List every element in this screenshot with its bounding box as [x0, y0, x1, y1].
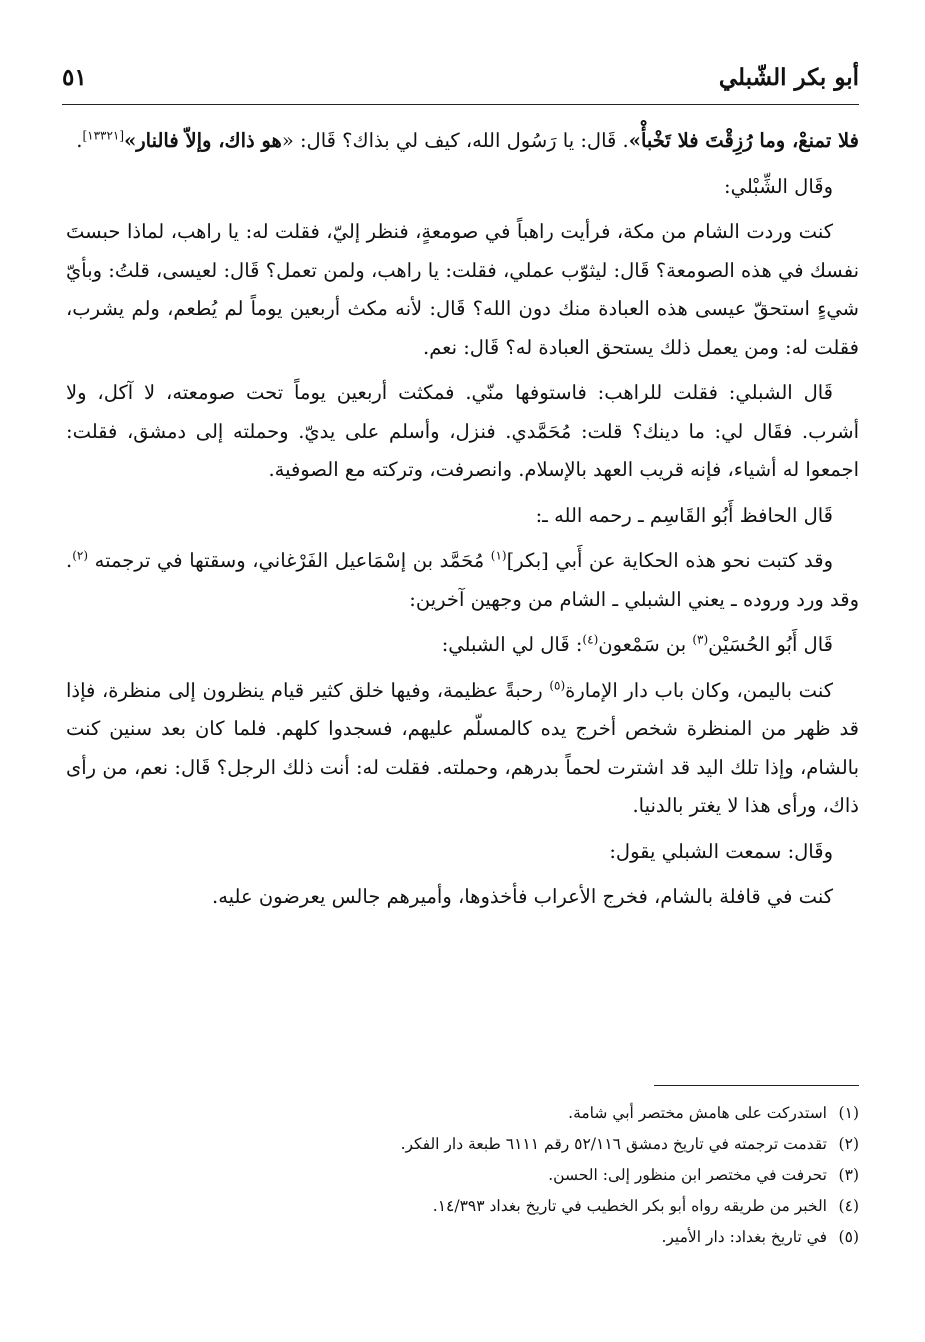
- footnote-text: تحرفت في مختصر ابن منظور إلى: الحسن.: [548, 1166, 827, 1184]
- footnote-marker-1[interactable]: (١): [490, 548, 507, 563]
- paragraph-1: [66, 122, 859, 161]
- paragraph-6: [66, 542, 859, 619]
- footnote-number: (٢): [838, 1135, 859, 1153]
- footnote-3: [66, 1160, 859, 1191]
- quote-bold-2: هو ذاك، وإلاّ فالنار»: [124, 129, 282, 152]
- running-header: [62, 58, 859, 105]
- footnote-marker-3[interactable]: (٣): [692, 632, 709, 647]
- footnote-2: [66, 1129, 859, 1160]
- quote-bold-1: فلا تمنعْ، وما رُزِقْتَ فلا تَخْبأْ»: [628, 129, 859, 152]
- paragraph-7-b: بن سَمْعون: [598, 633, 693, 656]
- footnote-number: (١): [838, 1104, 859, 1122]
- paragraph-7: [66, 626, 859, 665]
- footnote-number: (٣): [838, 1166, 859, 1184]
- paragraph-8-b: رحبةً عظيمة، وفيها خلق كثير قيام ينظرون إلى منظرة، فإذا قد ظهر من المنظرة شخص أخرج يده كالمسلّم عليهم، فسجدوا كلهم. فلما كان بعد سنين كنت بالشام، وإذا تلك اليد قد اشترت لحماً بدرهم، وحملته. فقلت له: أنت ذلك الرجل؟ قَال: نعم، من رأى ذاك، ورأى هذا لا يغتر بالدنيا.: [66, 678, 859, 817]
- paragraph-7-a: قَال أَبُو الحُسَيْن: [708, 633, 833, 656]
- footnote-marker-4[interactable]: (٤): [582, 632, 599, 647]
- paragraph-3: كنت وردت الشام من مكة، فرأيت راهباً في صومعةٍ، فنظر إليّ، فقلت له: يا راهب، لماذا حبستَ نفسك في هذه الصومعة؟ قَال: ليثوّب عملي، فقلت: يا راهب، ولمن تعمل؟ قَال: لعيسى، قلتُ: وبأيّ شيءٍ استحقّ عيسى هذه العبادة منك دون الله؟ قَال: لأنه مكث أربعين يوماً لم يُطعم، ولم يشرب، فقلت له: ومن يعمل ذلك يستحق العبادة له؟ قَال: نعم.: [66, 220, 859, 359]
- running-title: أبو بكر الشّبلي: [718, 64, 859, 91]
- footnote-divider: [654, 1085, 859, 1086]
- footnote-text: الخبر من طريقه رواه أبو بكر الخطيب في تاريخ بغداد ١٤/٣٩٣.: [432, 1197, 827, 1215]
- paragraph-2: وقَال الشِّبْلي:: [724, 174, 833, 198]
- footnote-text: في تاريخ بغداد: دار الأمير.: [661, 1228, 827, 1246]
- main-text: [66, 122, 859, 924]
- footnote-text: استدركت على هامش مختصر أبي شامة.: [568, 1104, 827, 1122]
- footnote-marker-5[interactable]: (٥): [549, 678, 566, 692]
- paragraph-4: قَال الشبلي: فقلت للراهب: فاستوفها منّي. فمكثت أربعين يوماً تحت صومعته، لا آكل، ولا أشرب. فقَال لي: ما دينك؟ قلت: مُحَمَّدي. فنزل، وأسلم على يديّ. وحملته إلى دمشق، فقلت: اجمعوا له أشياء، فإنه قريب العهد بالإسلام. وانصرفت، وتركته مع الصوفية.: [66, 381, 859, 481]
- footnote-text: تقدمت ترجمته في تاريخ دمشق ٥٢/١١٦ رقم ٦١١١ طبعة دار الفكر.: [400, 1135, 827, 1153]
- page-number: ٥١: [62, 64, 87, 91]
- quote-plain: . قَال: يا رَسُول الله، كيف لي بذاك؟ قَال: «: [281, 129, 629, 152]
- footnote-marker-2[interactable]: (٢): [72, 548, 89, 563]
- footnote-4: [66, 1191, 859, 1222]
- footnote-number: (٥): [838, 1228, 859, 1246]
- footnote-5: [66, 1222, 859, 1253]
- paragraph-1-end: .: [76, 129, 83, 152]
- paragraph-5: قَال الحافظ أَبُو القَاسِم ـ رحمه الله ـ:: [535, 503, 833, 527]
- paragraph-7-c: : قَال لي الشبلي:: [441, 633, 583, 656]
- paragraph-8-a: كنت باليمن، وكان باب دار الإمارة: [565, 678, 833, 702]
- footnote-1: [66, 1098, 859, 1129]
- paragraph-6-a: وقد كتبت نحو هذه الحكاية عن أَبي [بكر]: [506, 549, 833, 572]
- paragraph-6-b: مُحَمَّد بن إسْمَاعيل الفَرْغاني، وسقتها في ترجمته: [88, 549, 491, 572]
- reference-number: [١٣٣٢١]: [82, 128, 125, 143]
- paragraph-9: وقَال: سمعت الشبلي يقول:: [609, 839, 833, 863]
- paragraph-8: [66, 672, 859, 826]
- paragraph-6-c: . وقد ورد وروده ـ يعني الشبلي ـ الشام من وجهين آخرين:: [66, 549, 859, 611]
- footnotes: [66, 1098, 859, 1253]
- footnote-number: (٤): [838, 1197, 859, 1215]
- paragraph-10: كنت في قافلة بالشام، فخرج الأعراب فأخذوها، وأميرهم جالس يعرضون عليه.: [212, 885, 833, 908]
